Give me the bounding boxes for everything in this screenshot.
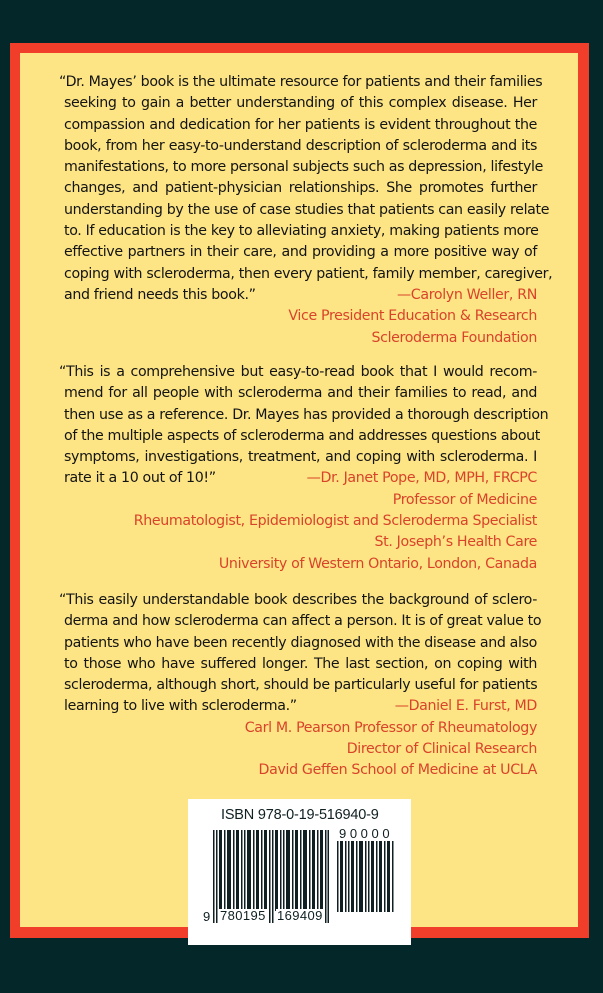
barcode-right-digits: 169409 (277, 908, 323, 923)
addon-barcode-icon (337, 841, 394, 912)
quote-text (59, 72, 553, 285)
quote-line: “Dr. Mayes’ book is the ultimate resource for patients and their families (59, 74, 543, 90)
quote-line: manifestations, to more personal subjects such as depression, lifestyle (64, 159, 543, 176)
quote-line: understanding by the use of case studies that patients can easily relate (64, 201, 550, 218)
blurb-furst (59, 590, 542, 782)
quote-line: symptoms, investigations, treatment, and coping with scleroderma. I (64, 449, 537, 466)
quote-line: derma and how scleroderma can affect a person. It is of great value to (64, 613, 542, 630)
barcode-lead-digit: 9 (203, 909, 211, 924)
quote-line: scleroderma, although short, should be particularly useful for patients (64, 677, 538, 694)
quote-line: changes, and patient-physician relationships. She promotes further (64, 180, 537, 197)
addon-price-code: 90000 (339, 826, 394, 841)
quote-line: mend for all people with scleroderma and their families to read, and (64, 385, 537, 402)
isbn-number: ISBN 978-0-19-516940-9 (221, 807, 379, 823)
author-affiliation: University of Western Ontario, London, Canada (218, 555, 537, 572)
quote-line: then use as a reference. Dr. Mayes has provided a thorough description (64, 406, 549, 423)
quote-text (59, 362, 549, 468)
quote-line: “This is a comprehensive but easy-to-read book that I would recom- (59, 364, 537, 380)
quote-line: to. If education is the key to alleviating anxiety, making patients more (64, 223, 539, 240)
quote-final-row (64, 468, 537, 489)
blurb-pope (59, 362, 549, 575)
quote-text (59, 590, 542, 696)
quote-line: book, from her easy-to-understand description of scleroderma and its (64, 137, 537, 154)
author-name: —Daniel E. Furst, MD (394, 698, 537, 715)
quote-line: “This easily understandable book describes the background of sclero- (59, 592, 537, 608)
quote-line: patients who have been recently diagnosed with the disease and also (64, 634, 537, 651)
author-affiliation: Vice President Education & Research (288, 308, 537, 325)
author-affiliation: Rheumatologist, Epidemiologist and Scleroderma Specialist (133, 513, 537, 530)
quote-line: compassion and dedication for her patients is evident throughout the (64, 116, 537, 133)
quote-line: coping with scleroderma, then every patient, family member, caregiver, (64, 265, 553, 282)
barcode-left-digits: 780195 (220, 908, 266, 923)
author-affiliation: Professor of Medicine (392, 491, 537, 508)
quote-line: to those who have suffered longer. The last section, on coping with (64, 655, 537, 672)
author-name: —Carolyn Weller, RN (396, 286, 537, 303)
quote-last-line: rate it a 10 out of 10!” (64, 470, 216, 487)
quote-line: of the multiple aspects of scleroderma and addresses questions about (64, 427, 540, 444)
author-affiliation: Director of Clinical Research (346, 741, 537, 758)
author-affiliation: David Geffen School of Medicine at UCLA (258, 762, 537, 779)
quote-final-row (64, 696, 537, 717)
author-name: —Dr. Janet Pope, MD, MPH, FRCPC (306, 470, 537, 487)
author-affiliation: Carl M. Pearson Professor of Rheumatology (244, 719, 537, 736)
quote-last-line: learning to live with scleroderma.” (64, 698, 297, 715)
quote-line: effective partners in their care, and providing a more positive way of (64, 244, 537, 261)
quote-final-row (64, 285, 537, 306)
isbn-barcode-label (188, 799, 411, 945)
blurb-weller (59, 72, 553, 349)
quote-last-line: and friend needs this book.” (64, 286, 256, 303)
author-affiliation: Scleroderma Foundation (371, 329, 537, 346)
author-affiliation: St. Joseph’s Health Care (374, 534, 537, 551)
quote-line: seeking to gain a better understanding of this complex disease. Her (64, 95, 537, 112)
